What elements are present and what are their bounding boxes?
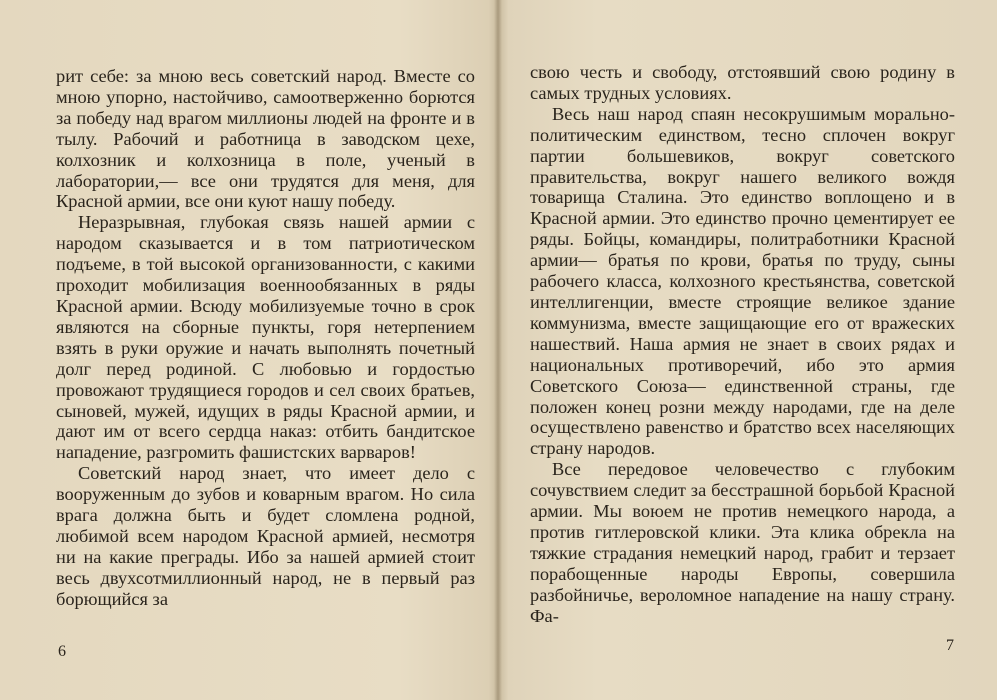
right-page-text	[530, 62, 955, 626]
paragraph: свою честь и свободу, отстоявший свою родину в самых трудных условиях.	[530, 62, 955, 103]
right-page	[500, 0, 997, 700]
left-page-text	[56, 66, 475, 610]
paragraph: Советский народ знает, что имеет дело с вооруженным до зубов и коварным врагом. Но сила врага должна быть и будет сломлена родной, любимой всем народом Красной армией, несмотря ни на какие преграды. Ибо за нашей армией стоит весь двухсотмиллионный народ, не в первый раз борющийся за	[56, 463, 475, 609]
paragraph: рит себе: за мною весь советский народ. Вместе со мною упорно, настойчиво, самоотверженно борются за победу над врагом миллионы людей на фронте и в тылу. Рабочий и работница в заводском цехе, колхозник и колхозница в поле, ученый в лаборатории,— все они трудятся для меня, для Красной армии, все они куют нашу победу.	[56, 66, 475, 212]
paragraph: Неразрывная, глубокая связь нашей армии с народом сказывается и в том патриотическом подъеме, в той высокой организованности, с какими проходит мобилизация военнообязанных в ряды Красной армии. Всюду мобилизуемые точно в срок являются на сборные пункты, горя нетерпением взять в руки оружие и начать выполнять почетный долг перед родиной. С любовью и гордостью провожают трудящиеся городов и сел своих братьев, сыновей, мужей, идущих в ряды Красной армии, и дают им от всего сердца наказ: отбить бандитское нападение, разгромить фашистских варваров!	[56, 212, 475, 463]
page-number: 6	[58, 643, 66, 660]
paragraph: Все передовое человечество с глубоким сочувствием следит за бесстрашной борьбой Красной армии. Мы воюем не против немецкого народа, а против гитлеровской клики. Эта клика обрекла на тяжкие страдания немецкий народ, грабит и терзает порабощенные народы Европы, совершила разбойничье, вероломное нападение на нашу страну. Фа-	[530, 459, 955, 626]
page-number: 7	[946, 637, 954, 654]
paragraph: Весь наш народ спаян несокрушимым морально-политическим единством, тесно сплочен вокруг партии большевиков, вокруг советского правительства, вокруг нашего великого вождя товарища Сталина. Это единство воплощено и в Красной армии. Это единство прочно цементирует ее ряды. Бойцы, командиры, политработники Красной армии— братья по крови, братья по труду, сыны рабочего класса, колхозного крестьянства, советской интеллигенции, вместе строящие великое здание коммунизма, вместе защищающие его от вражеских нашествий. Наша армия не знает в своих рядах и национальных противоречий, ибо это армия Советского Союза— единственной страны, где положен конец розни между народами, где на деле осуществлено равенство и братство всех населяющих страну народов.	[530, 103, 955, 459]
left-page	[0, 0, 496, 700]
